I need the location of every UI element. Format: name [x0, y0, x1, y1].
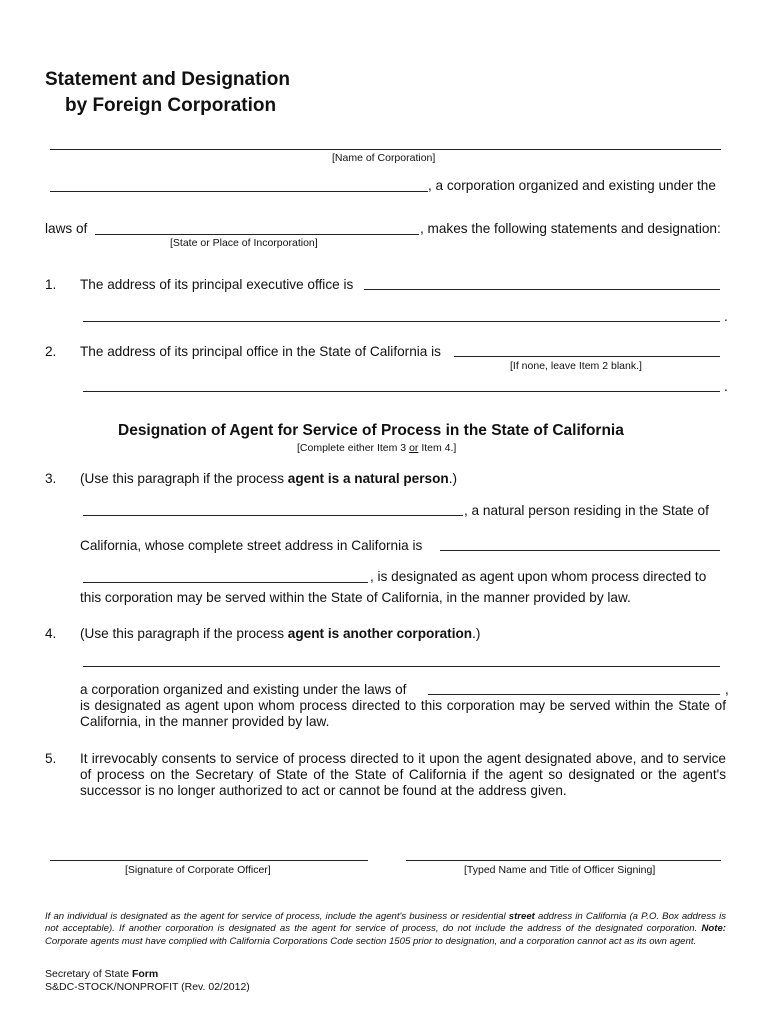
california-office-address-field-2[interactable]: [83, 391, 720, 392]
item-5-paragraph: It irrevocably consents to service of process directed to it upon the agent designated above, and to service of process on the Secretary of State of the State of California if the agent so designated or the agent's successor is no longer authorized to act or cannot be found at the address given.: [80, 751, 726, 798]
item-5-number: 5.: [45, 751, 57, 766]
item-1-text: The address of its principal executive office is: [80, 277, 354, 292]
laws-of-label: laws of: [45, 221, 88, 236]
executive-office-address-field[interactable]: [364, 289, 720, 290]
organized-text: , a corporation organized and existing under the: [428, 178, 716, 193]
corporation-name-field-2[interactable]: [50, 191, 428, 192]
item-3-number: 3.: [45, 471, 57, 486]
agent-corporation-name-field[interactable]: [83, 666, 720, 667]
agent-street-address-field[interactable]: [440, 550, 720, 551]
natural-person-text: , a natural person residing in the State of: [464, 503, 709, 518]
makes-statements-text: , makes the following statements and designation:: [420, 221, 721, 236]
designated-agent-text: , is designated as agent upon whom process directed to: [370, 569, 707, 584]
agent-corporation-state-field[interactable]: [428, 694, 720, 695]
item-2-text: The address of its principal office in the State of California is: [80, 344, 441, 359]
state-of-incorporation-field[interactable]: [95, 234, 419, 235]
item-1-period: .: [724, 309, 728, 324]
served-text: this corporation may be served within the State of California, in the manner provided by law.: [80, 590, 631, 605]
item-1-number: 1.: [45, 277, 57, 292]
california-address-text: California, whose complete street address in California is: [80, 538, 423, 553]
item-4-number: 4.: [45, 626, 57, 641]
typed-name-title-field[interactable]: [406, 860, 721, 861]
agent-instructions-note: If an individual is designated as the agent for service of process, include the agent's business or residential street address in California (a P.O. Box address is not acceptable). If another corporation is designated as the agent for service of process, do not include the address of the designated corporation. Note: Corporate agents must have complied with California Corporations Code section 1505 prior to designation, and a corporation cannot act as its own agent.: [45, 911, 726, 947]
designation-heading: Designation of Agent for Service of Process in the State of California: [118, 422, 624, 439]
designation-subheading: [Complete either Item 3 or Item 4.]: [297, 442, 457, 454]
state-caption: [State or Place of Incorporation]: [170, 237, 318, 249]
item-3-instruction: (Use this paragraph if the process agent is a natural person.): [80, 471, 458, 486]
agent-street-address-field-2[interactable]: [83, 582, 368, 583]
executive-office-address-field-2[interactable]: [83, 321, 720, 322]
officer-signature-field[interactable]: [50, 860, 368, 861]
typed-name-caption: [Typed Name and Title of Officer Signing]: [464, 864, 656, 876]
agent-name-field[interactable]: [83, 515, 463, 516]
item-4-comma: ,: [725, 682, 729, 697]
california-office-address-field[interactable]: [454, 356, 720, 357]
item-2-number: 2.: [45, 344, 57, 359]
corporation-name-field[interactable]: [50, 149, 721, 150]
item-4-laws-text: a corporation organized and existing under the laws of: [80, 682, 407, 697]
corporation-name-caption: [Name of Corporation]: [332, 152, 436, 164]
item-2-caption: [If none, leave Item 2 blank.]: [510, 360, 642, 372]
form-footer-line-2: S&DC-STOCK/NONPROFIT (Rev. 02/2012): [45, 981, 250, 993]
form-footer-line-1: Secretary of State Form: [45, 968, 159, 980]
item-4-instruction: (Use this paragraph if the process agent is another corporation.): [80, 626, 481, 641]
item-4-paragraph: is designated as agent upon whom process directed to this corporation may be served within the State of California, in the manner provided by law.: [80, 698, 726, 729]
officer-signature-caption: [Signature of Corporate Officer]: [125, 864, 271, 876]
page-title: Statement and Designation by Foreign Corporation: [45, 69, 290, 116]
item-2-period: .: [724, 379, 728, 394]
